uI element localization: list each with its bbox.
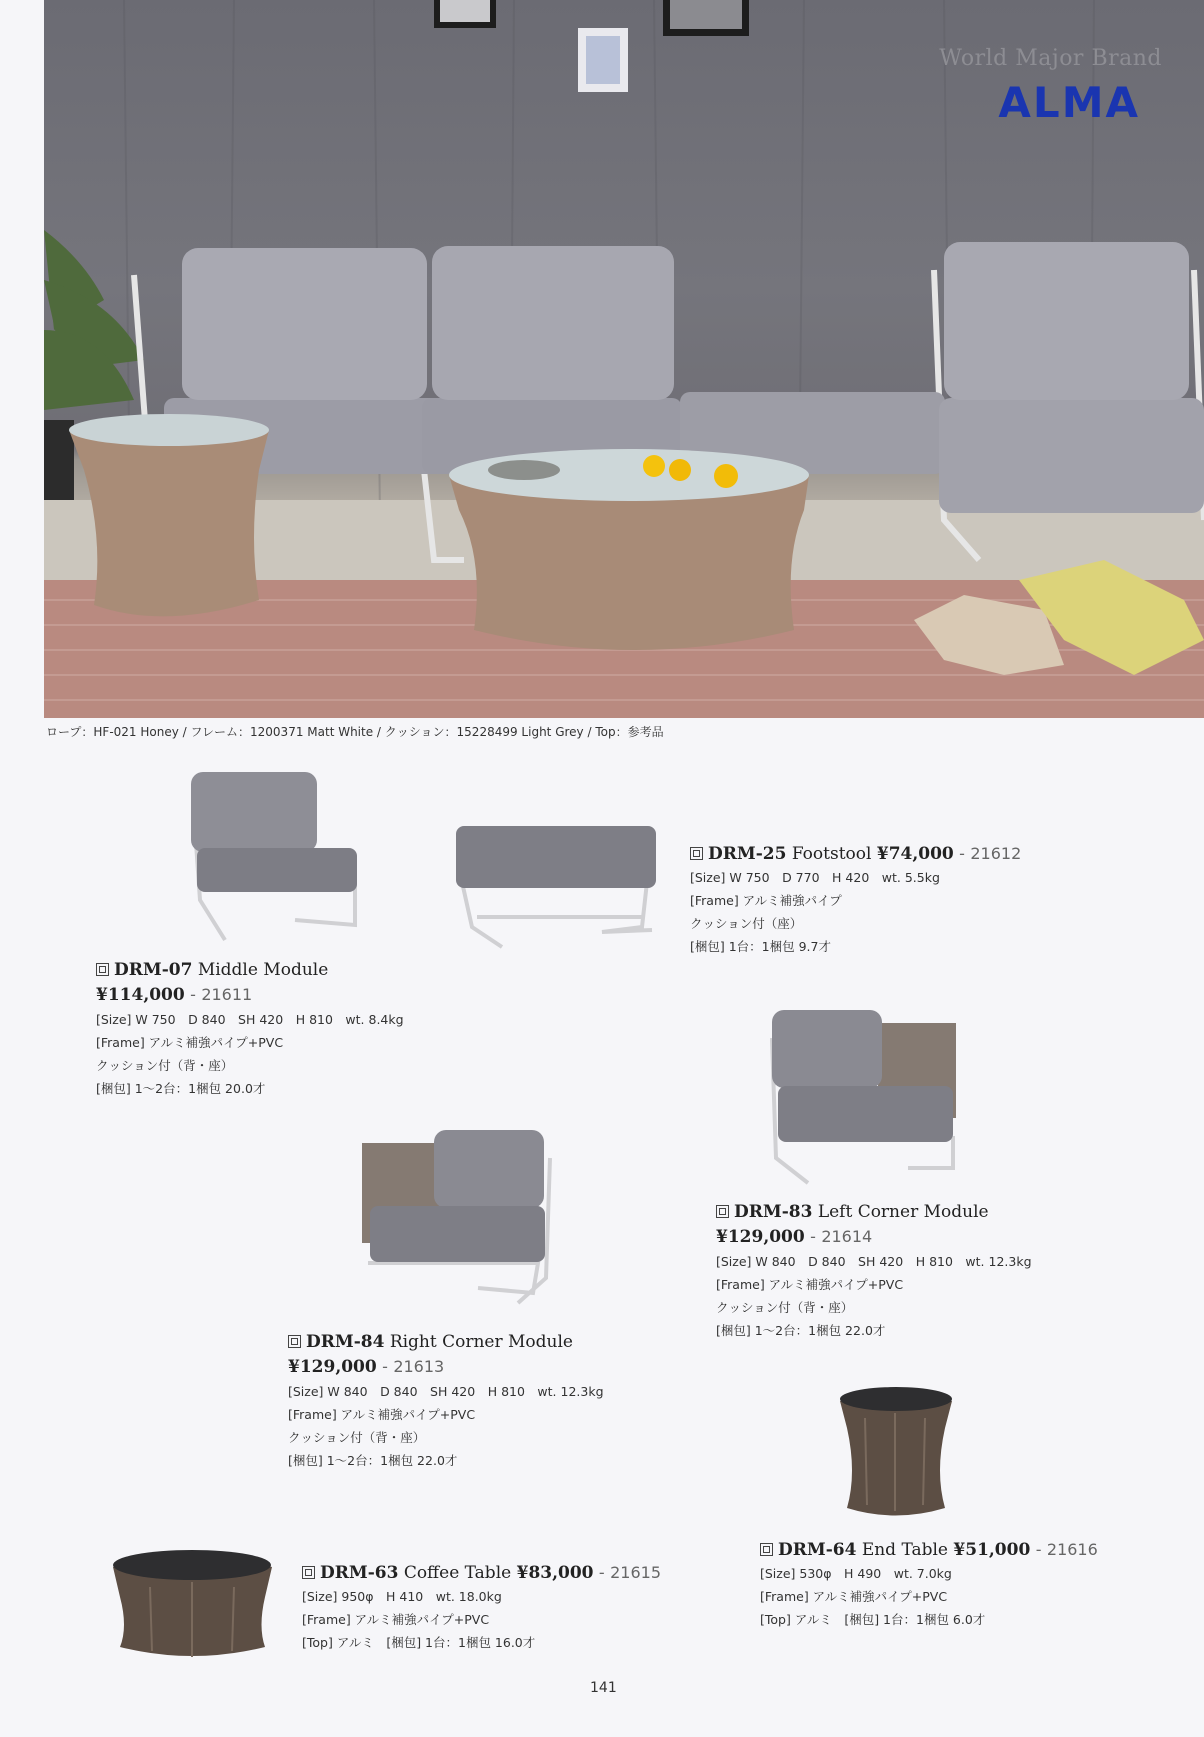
product-drm-25: DRM-25 Footstool ¥74,000 - 21612 [Size] W 750 D 770 H 420 wt. 5.5kg [Frame] アルミ補強パイプ クッション付（座） [梱包] 1台：1梱包 9.7才 [690, 844, 1022, 954]
end-table-photo [835, 1383, 957, 1518]
product-drm-07: DRM-07 Middle Module ¥114,000 - 21611 [Size] W 750 D 840 SH 420 H 810 wt. 8.4kg [Frame] アルミ補強パイプ+PVC クッション付（背・座） [梱包] 1〜2台：1梱包 20.0才 [96, 960, 404, 1096]
footstool-photo [452, 822, 662, 952]
product-title: DRM-64 End Table ¥51,000 - 21616 [760, 1538, 1098, 1562]
hero-caption: ロープ：HF-021 Honey / フレーム：1200371 Matt White / クッション：15228499 Light Grey / Top：参考品 [46, 725, 664, 739]
hero-photo [44, 0, 1204, 718]
product-drm-63: DRM-63 Coffee Table ¥83,000 - 21615 [Size] 950φ H 410 wt. 18.0kg [Frame] アルミ補強パイプ+PVC [Top] アルミ [梱包] 1台：1梱包 16.0才 [302, 1563, 661, 1650]
product-price: ¥114,000 - 21611 [96, 985, 253, 1005]
brand-logo: ALMA [998, 78, 1140, 127]
brand-subtitle: World Major Brand [939, 46, 1162, 71]
checkbox-icon [96, 963, 109, 976]
product-title: DRM-63 Coffee Table ¥83,000 - 21615 [302, 1561, 661, 1585]
checkbox-icon [288, 1335, 301, 1348]
left-corner-module-photo [768, 1008, 964, 1188]
coffee-table-photo [110, 1547, 275, 1659]
checkbox-icon [760, 1543, 773, 1556]
product-title: DRM-07 Middle Module [96, 958, 404, 982]
product-title: DRM-25 Footstool ¥74,000 - 21612 [690, 842, 1021, 866]
right-corner-module-photo [358, 1128, 554, 1308]
product-price: ¥129,000 - 21613 [288, 1357, 445, 1377]
page-number: 141 [590, 1680, 617, 1696]
checkbox-icon [716, 1205, 729, 1218]
product-title: DRM-84 Right Corner Module [288, 1330, 604, 1354]
middle-module-photo [185, 770, 365, 945]
product-title: DRM-83 Left Corner Module [716, 1200, 1032, 1224]
checkbox-icon [302, 1566, 315, 1579]
checkbox-icon [690, 847, 703, 860]
product-drm-64: DRM-64 End Table ¥51,000 - 21616 [Size] 530φ H 490 wt. 7.0kg [Frame] アルミ補強パイプ+PVC [Top] アルミ [梱包] 1台：1梱包 6.0才 [760, 1540, 1098, 1627]
product-drm-83: DRM-83 Left Corner Module ¥129,000 - 21614 [Size] W 840 D 840 SH 420 H 810 wt. 12.3kg [Frame] アルミ補強パイプ+PVC クッション付（背・座） [梱包] 1〜2台：1梱包 22.0才 [716, 1202, 1032, 1338]
product-price: ¥129,000 - 21614 [716, 1227, 873, 1247]
product-drm-84: DRM-84 Right Corner Module ¥129,000 - 21613 [Size] W 840 D 840 SH 420 H 810 wt. 12.3kg [Frame] アルミ補強パイプ+PVC クッション付（背・座） [梱包] 1〜2台：1梱包 22.0才 [288, 1332, 604, 1468]
